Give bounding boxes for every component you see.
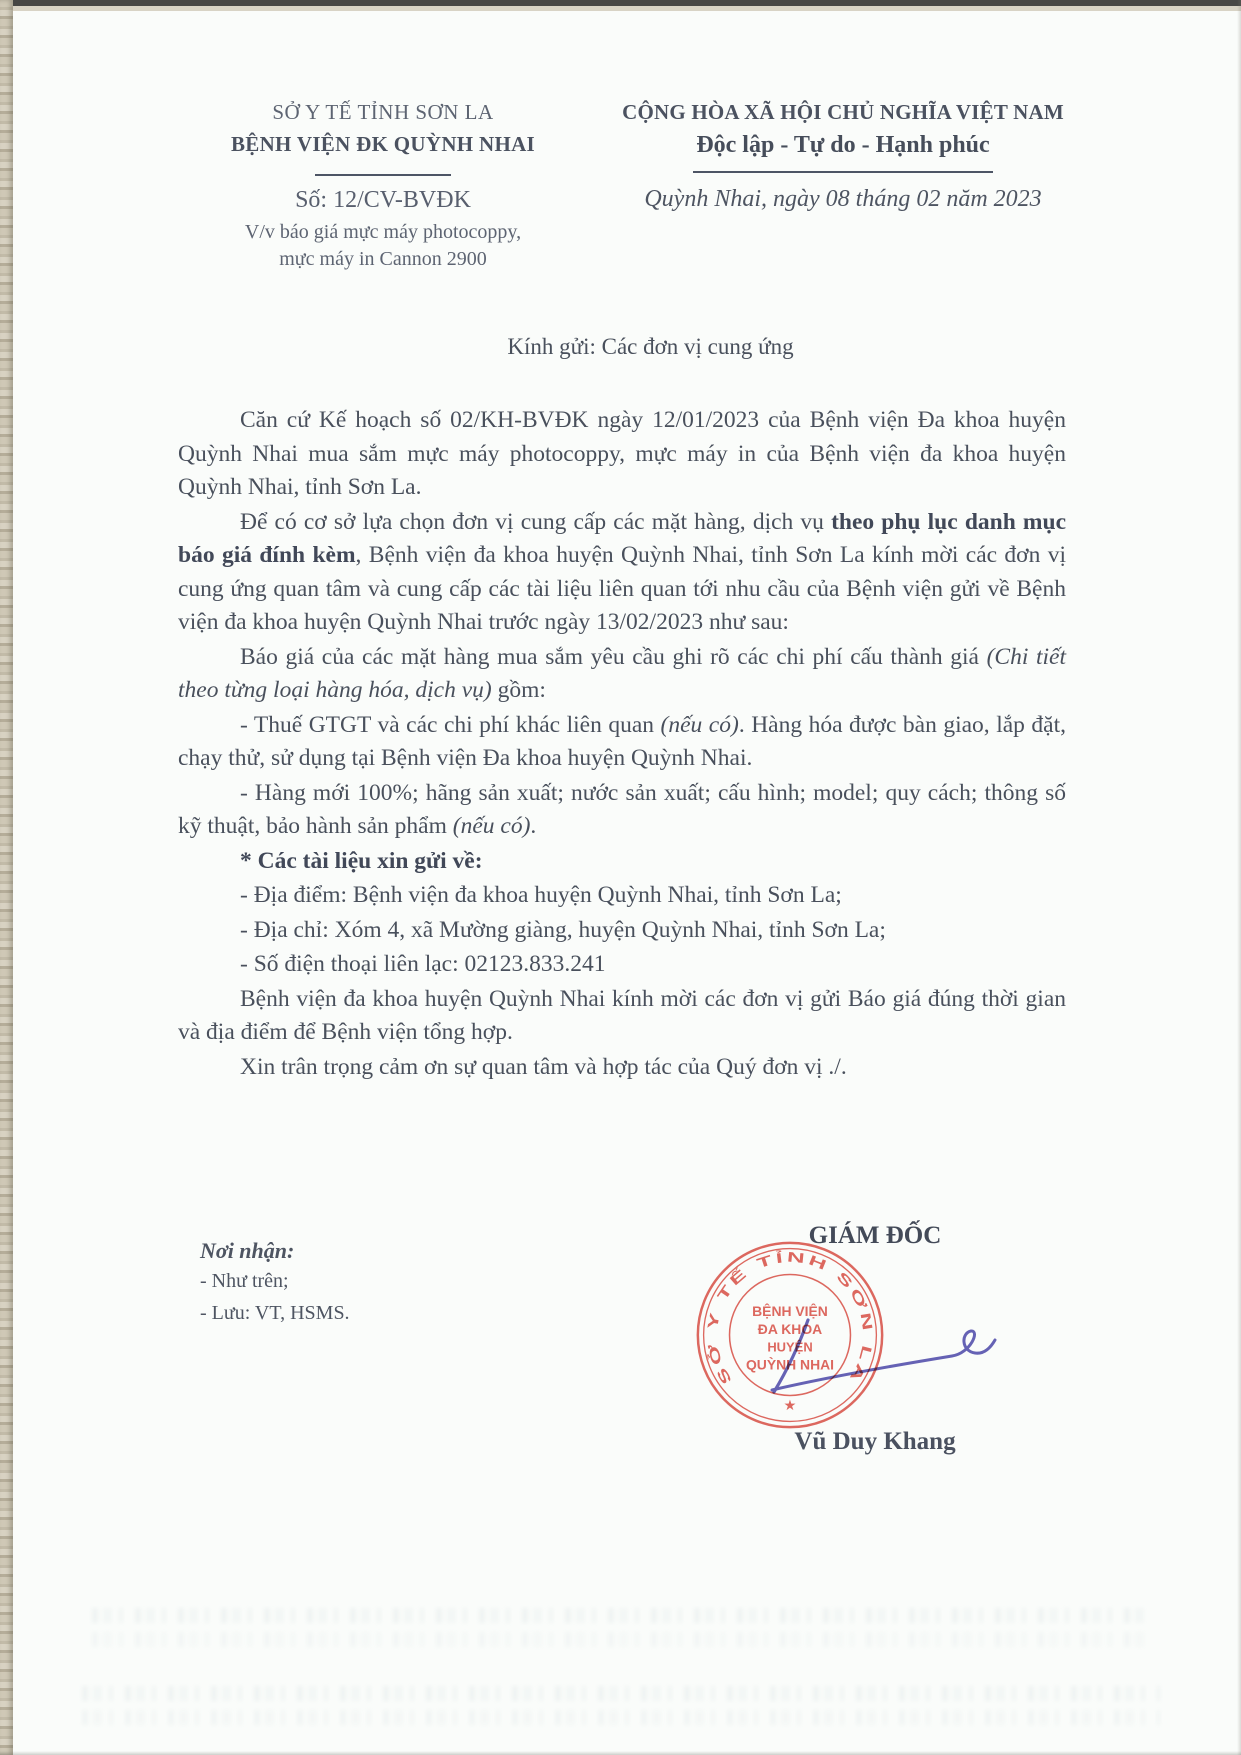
recipient-item: - Lưu: VT, HSMS. [200, 1302, 350, 1324]
signature-ink [728, 1316, 1020, 1424]
bleed-noise-band [82, 1686, 1160, 1734]
recipients-title: Nơi nhận: [200, 1238, 295, 1263]
scan-edge-bottom [0, 1751, 1241, 1755]
goods-italic: (nếu có) [452, 813, 531, 839]
paragraph-vat [178, 709, 1066, 776]
signer-name: Vũ Duy Khang [794, 1428, 956, 1455]
paragraph-quote-requirements [178, 641, 1066, 708]
issuer-department: SỞ Y TẾ TỈNH SƠN LA [272, 100, 494, 124]
recipient-item: - Như trên; [200, 1270, 289, 1292]
national-header [588, 100, 1098, 213]
paragraph-basis: Căn cứ Kế hoạch số 02/KH-BVĐK ngày 12/01/2023 của Bệnh viện Đa khoa huyện Quỳnh Nhai mua sắm mực máy photocoppy, mực máy in của Bệnh viện đa khoa huyện Quỳnh Nhai, tỉnh Sơn La. [178, 407, 1066, 500]
stamp-line: HUYỆN [767, 1339, 813, 1355]
signer-position: GIÁM ĐỐC [808, 1222, 942, 1249]
goods-pre: - Hàng mới 100%; hãng sản xuất; nước sản xuất; cấu hình; model; quy cách; thông số kỹ thuật, bảo hành sản phẩm [178, 779, 1066, 839]
invitation-pre: Để có cơ sở lựa chọn đơn vị cung cấp các mặt hàng, dịch vụ [240, 508, 832, 535]
scan-edge-right [1237, 0, 1241, 1755]
paragraph-address: - Địa chỉ: Xóm 4, xã Mường giàng, huyện Quỳnh Nhai, tỉnh Sơn La; [240, 916, 886, 943]
quote-req-italic: (Chi tiết theo từng loại hàng hóa, dịch vụ) [178, 643, 1067, 703]
stamp-line: QUỲNH NHAI [745, 1356, 835, 1373]
national-motto: Độc lập - Tự do - Hạnh phúc [696, 132, 990, 158]
vat-post: . Hàng hóa được bàn giao, lắp đặt, chạy thử, sử dụng tại Bệnh viện Đa khoa huyện Quỳnh Nhai. [178, 711, 1067, 771]
letter-body [178, 404, 1066, 1085]
paragraph-deadline-note: Bệnh viện đa khoa huyện Quỳnh Nhai kính mời các đơn vị gửi Báo giá đúng thời gian và địa điểm để Bệnh viện tổng hợp. [178, 985, 1066, 1045]
bleed-noise-band [92, 1608, 1150, 1656]
issuer-organization: BỆNH VIỆN ĐK QUỲNH NHAI [230, 132, 536, 156]
goods-post: . [530, 813, 537, 839]
invitation-bold: theo phụ lục danh mục báo giá đính kèm [178, 508, 1066, 568]
stamp-line: BỆNH VIỆN [752, 1302, 828, 1319]
document-number: Số: 12/CV-BVĐK [295, 187, 471, 213]
stamp-ring-text: SỞ Y TẾ TỈNH SƠN LA [703, 1248, 877, 1388]
scan-edge-top-highlight [0, 6, 1241, 11]
scan-edge-left [0, 0, 13, 1755]
quote-req-pre: Báo giá của các mặt hàng mua sắm yêu cầu ghi rõ các chi phí cấu thành giá [240, 643, 987, 670]
recipients-block [200, 1238, 350, 1328]
document-subject [178, 219, 588, 273]
motto-divider [693, 171, 993, 173]
issuer-header [178, 100, 588, 273]
paragraph-location: - Địa điểm: Bệnh viện đa khoa huyện Quỳnh Nhai, tỉnh Sơn La; [240, 882, 842, 908]
salutation: Kính gửi: Các đơn vị cung ứng [507, 334, 794, 359]
stamp-star-icon: ★ [783, 1397, 797, 1414]
vat-pre: - Thuế GTGT và các chi phí khác liên quan [240, 711, 661, 738]
paragraph-goods-condition [178, 777, 1066, 844]
paragraph-thanks: Xin trân trọng cảm ơn sự quan tâm và hợp tác của Quý đơn vị ./. [240, 1053, 847, 1080]
paragraph-invitation [178, 506, 1066, 640]
paragraph-send-to-heading: * Các tài liệu xin gửi về: [240, 847, 483, 874]
invitation-post: , Bệnh viện đa khoa huyện Quỳnh Nhai, tỉnh Sơn La kính mời các đơn vị cung ứng quan tâm và cung cấp các tài liệu liên quan tới nhu cầu của Bệnh viện gửi về Bệnh viện đa khoa huyện Quỳnh Nhai trước ngày 13/02/2023 như sau: [178, 542, 1067, 635]
subject-line-1: V/v báo giá mực máy photocoppy, [244, 221, 522, 243]
stamp-line: ĐA KHOA [757, 1321, 823, 1338]
country-title: CỘNG HÒA XÃ HỘI CHỦ NGHĨA VIỆT NAM [622, 100, 1064, 124]
issuer-divider [315, 174, 451, 176]
place-dateline: Quỳnh Nhai, ngày 08 tháng 02 năm 2023 [644, 186, 1042, 212]
vat-italic: (nếu có) [660, 711, 739, 738]
quote-req-post: gồm: [491, 677, 546, 703]
paragraph-phone: - Số điện thoại liên lạc: 02123.833.241 [240, 951, 606, 977]
subject-line-2: mực máy in Cannon 2900 [279, 248, 487, 270]
